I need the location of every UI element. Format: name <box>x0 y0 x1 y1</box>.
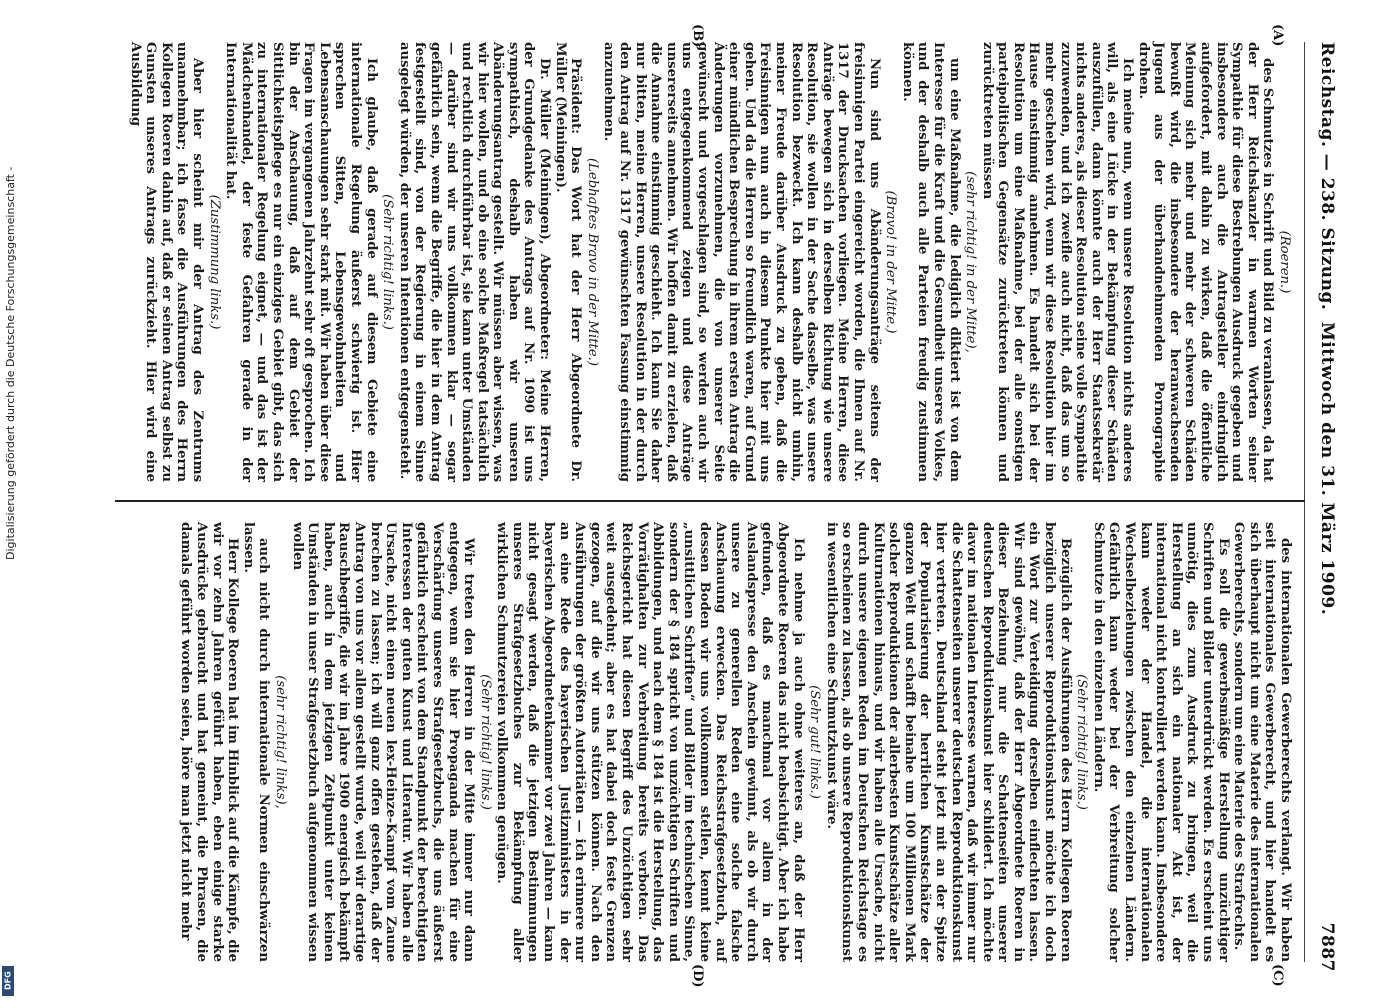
header-session: Reichstag. — 238. Sitzung. <box>1317 42 1337 311</box>
paragraph: Ich nehme ja auch ohne weiteres an, daß der Herr Abgeordnete Roeren das nicht beabsichtigt. Aber ich habe gefunden, daß es manchmal vor allem in der Auslandspresse den Anschein gewinnt, als ob wir durch unsere zu generellen Reden eine solche falsche Anschauung erwecken. Das Reichsstrafgesetzbuch, auf dessen Boden wir uns vollkommen stellen, kennt keine „unsittlichen Schriften“ und Bilder im technischen Sinne, sondern der § 184 spricht von unzüchtigen Schriften und Abbildungen, und nach dem § 184 ist die Herstellung, das Vorrätighalten zur Verbreitung bereits verboten. Das Reichsgericht hat diesen Begriff des Unzüchtigen sehr weit ausgedehnt; aber es hat dabei doch feste Grenzen gezogen, auf die wir uns stützen können. Nach den Ausführungen der größten Autoritäten — ich erinnere nur an eine Rede des bayerischen Justizministers in der bayerischen Abgeordnetenkammer vor zwei Jahren — kann nicht gesagt werden, daß die jetzigen Bestimmungen unseres Strafgesetzbuches zur Bekämpfung aller wirklichen Schmutzereien vollkommen genügen. <box>494 522 806 962</box>
paragraph: Ich glaube, daß gerade auf diesem Gebiete eine internationale Regelung äußerst schwierig ist. Hier sprechen Sitten, Lebensgewohnheiten und Lebensanschauungen sehr stark mit. Wir haben über diese Fragen im vergangenen Jahrzehnt sehr oft gesprochen. Ich bin der Anschauung, daß auf dem Gebiet der Sittlichkeitspflege es nur ein einziges Gebiet gibt, das sich zu internationaler Regelung eignet, — und das ist der Mädchenhandel, der feste Gefahren gerade in der Internationalität hat. <box>223 42 379 482</box>
margin-mark-d: (D) <box>690 964 705 988</box>
header-rule <box>1304 42 1305 962</box>
paragraph: des internationalen Gewerberechts verlangt. Wir haben seit internationales Gewerberecht, und hier handelt es sich überhaupt nicht um eine Materie des internationalen Gewerberechts, sondern um eine Materie des Strafrechts. <box>1231 522 1293 962</box>
page-number: 7887 <box>1317 922 1337 972</box>
interjection: (Zustimmung links.) <box>206 194 222 330</box>
digitization-credit: Digitalisierung gefördert durch die Deutsche Forschungsgemeinschaft - <box>4 166 17 560</box>
interjection: (sehr richtig! links), <box>273 675 288 809</box>
right-column <box>178 522 1293 962</box>
paragraph: um eine Maßnahme, die lediglich diktiert ist von dem Interesse für die Kraft und die Gesundheit unseres Volkes, und der deshalb auch alle Parteien freudig zustimmen können. <box>899 42 962 482</box>
paragraph: des Schmutzes in Schrift und Bild zu veranlassen, da hat der Herr Reichskanzler in warmen Worten seiner Sympathie für diese Bestrebungen Ausdruck gegeben und insbesondere auch die Antragsteller eindringlich aufgefordert, mit dahin zu wirken, daß die öffentliche Meinung sich mehr und mehr der schweren Schäden bewußt wird, die insbesondere der heranwachsenden Jugend aus der überhandnehmenden Pornographie drohen. <box>1135 42 1276 482</box>
paragraph: Nun sind uns Abänderungsanträge seitens der freisinnigen Partei eingereicht worden, die Ihnen auf Nr. 1317 der Drucksachen vorliegen. Meine Herren, diese Anträge bewegen sich in derselben Richtung wie unsere Resolution, sie wollen in der Sache dasselbe, was unsere Resolution bezweckt. Ich kann deshalb nicht umhin, meiner Freude darüber Ausdruck zu geben, daß die Freisinnigen nun auch in diesem Punkte hier mit uns gehen. Und da die Herren so freundlich waren, auf Grund einer mündlichen Besprechung in ihrem ersten Antrag die Änderungen vorzunehmen, die von unserer Seite gewünscht und vorgeschlagen sind, so werden auch wir uns entgegenkommend zeigen und diese Anträge unsererseits annehmen. Wir hoffen damit zu erzielen, daß die Annahme einstimmig geschieht. Ich kann Sie daher nur bitten, meine Herren, unsere Resolution in der durch den Antrag auf Nr. 1317 gewünschten Fassung einstimmig anzunehmen. <box>601 42 882 482</box>
paragraph: Bezüglich der Ausführungen des Herrn Kollegen Roeren bezüglich unserer Reproduktionskunst möchte ich doch ein Wort zur Verteidigung derselben einflechten lassen. Wir sind gewöhnt, daß der Herr Abgeordnete Roeren in dieser Beziehung nur die Schattenseiten unserer deutschen Reproduktionskunst hier schildert. Ich möchte davor im nationalen Interesse warnen, daß wir immer nur die Schattenseiten unserer deutschen Reproduktionskunst hier vertreten. Deutschland steht jetzt mit an der Spitze der Popularisierung der herrlichen Kunstschätze der ganzen Welt und schafft beinahe um 100 Millionen Mark solcher Reproduktionen der allerbesten Kunstschätze aller Kulturnationen hinaus, und wir haben alle Ursache, nicht durch unsere eigenen Reden im Deutschen Reichstage es so erscheinen zu lassen, als ob unsere Reproduktionskunst in wesentlichen eine Schmutzkunst wäre. <box>823 522 1073 962</box>
page-header <box>1305 22 1345 982</box>
paragraph: Ich meine nun, wenn unsere Resolution nichts anderes will, als eine Lücke in der Bekämpfung dieser Schäden auszufüllen, dann könnte auch der Herr Staatssekretär nichts anderes, als dieser Resolution seine volle Sympathie zuzuwenden, und ich zweifle auch nicht, daß das um so mehr geschehen wird, wenn wir diese Resolution hier im Hause einstimmig annehmen. Es handelt sich bei der Resolution um eine Maßnahme, bei der alle sonstigen parteipolitischen Gegensätze zurücktreten können und zurücktreten müssen <box>979 42 1136 482</box>
interjection: (Lebhaftes Bravo in der Mitte.) <box>584 158 600 366</box>
paragraph: auch nicht durch internationale Normen einschwärzen lassen. <box>240 522 272 962</box>
paragraph: Wir treten den Herren in der Mitte immer nur dann entgegen, wenn sie hier Propaganda machen für eine Verschärfung unseres Strafgesetzbuchs, die uns äußerst gefährlich erscheint von dem Standpunkt der berechtigten Interessen der guten Kunst und Literatur. Wir haben alle Ursache, nicht einen neuen lex-Heinze-Kampf vom Zaune brechen zu lassen; ich will ganz offen gestehen, daß der Antrag von uns vor allem gestellt wurde, weil wir derartige Rauschbegriffe, die wir im Jahre 1900 energisch bekämpft haben, auch in dem jetzigen Zeitpunkt unter keinen Umständen in unser Strafgesetzbuch aufgenommen wissen wollen <box>289 522 477 962</box>
margin-mark-c: (C) <box>1270 964 1285 987</box>
margin-mark-b: (B) <box>690 24 705 48</box>
paragraph: Dr. Müller (Meiningen), Abgeordneter: Meine Herren, der Grundgedanke des Antrags auf Nr. 1090 ist uns sympathisch, deshalb haben wir unseren Abänderungsantrag gestellt. Wir müssen aber wissen, was wir hier wollen, und ob eine solche Maßregel tatsächlich und rechtlich durchführbar ist, sie kann unter Umständen — darüber sind wir uns vollkommen klar — sogar gefährlich sein, wenn die Begriffe, die hier in dem Antrag festgestellt sind, von der Regierung in einem Sinne ausgelegt würden, der unseren Intentionen entgegensteht. <box>396 42 553 482</box>
paragraph: Es soll die gewerbsmäßige Herstellung unzüchtiger Schriften und Bilder unterdrückt werden. Es erscheint uns unnötig, dies zum Ausdruck zu bringen, weil die Herstellung an sich ein nationaler Akt ist, der international nicht kontrolliert werden kann. Insbesondere kann weder der Handel, die internationalen Wechselbeziehungen zwischen den einzelnen Ländern. Gefährlich kann weder bei der Verbreitung solcher Schmutze in den einzelnen Ländern. <box>1090 522 1231 962</box>
column-divider <box>115 500 1305 502</box>
left-column <box>127 42 1293 482</box>
interjection: (Sehr richtig! links.) <box>477 674 493 810</box>
paragraph: Aber hier scheint mir der Antrag des Zentrums unannehmbar; ich fasse die Ausführungen des Herrn Kollegen Roeren dahin auf, daß er seinen Antrag selbst zu Gunsten unseres Antrags zurückzieht. Hier wird eine Ausbildung <box>127 42 206 482</box>
interjection: (Bravo! in der Mitte.) <box>883 190 899 334</box>
interjection: (Sehr richtig! links.) <box>380 194 396 330</box>
paragraph: Präsident: Das Wort hat der Herr Abgeordnete Dr. Müller (Meiningen). <box>552 42 584 482</box>
interjection: (Sehr gut! links.) <box>807 685 823 799</box>
margin-mark-a: (A) <box>1270 24 1285 47</box>
paragraph: Herr Kollege Roeren hat im Hinblick auf die Kämpfe, die wir vor zehn Jahren geführt haben, eben einige starke Ausdrücke gebraucht und hat gemeint, die Phrasen, die damals geführt worden seien, höre man jetzt nicht mehr <box>178 522 241 962</box>
dfg-logo: DFG <box>2 966 14 996</box>
printed-page <box>75 22 1345 988</box>
header-date: Mittwoch den 31. März 1909. <box>1317 322 1337 616</box>
interjection: (sehr richtig! in der Mitte), <box>963 171 979 353</box>
interjection: (Roeren.) <box>1277 230 1292 294</box>
interjection: (Sehr richtig! links.) <box>1074 674 1090 810</box>
